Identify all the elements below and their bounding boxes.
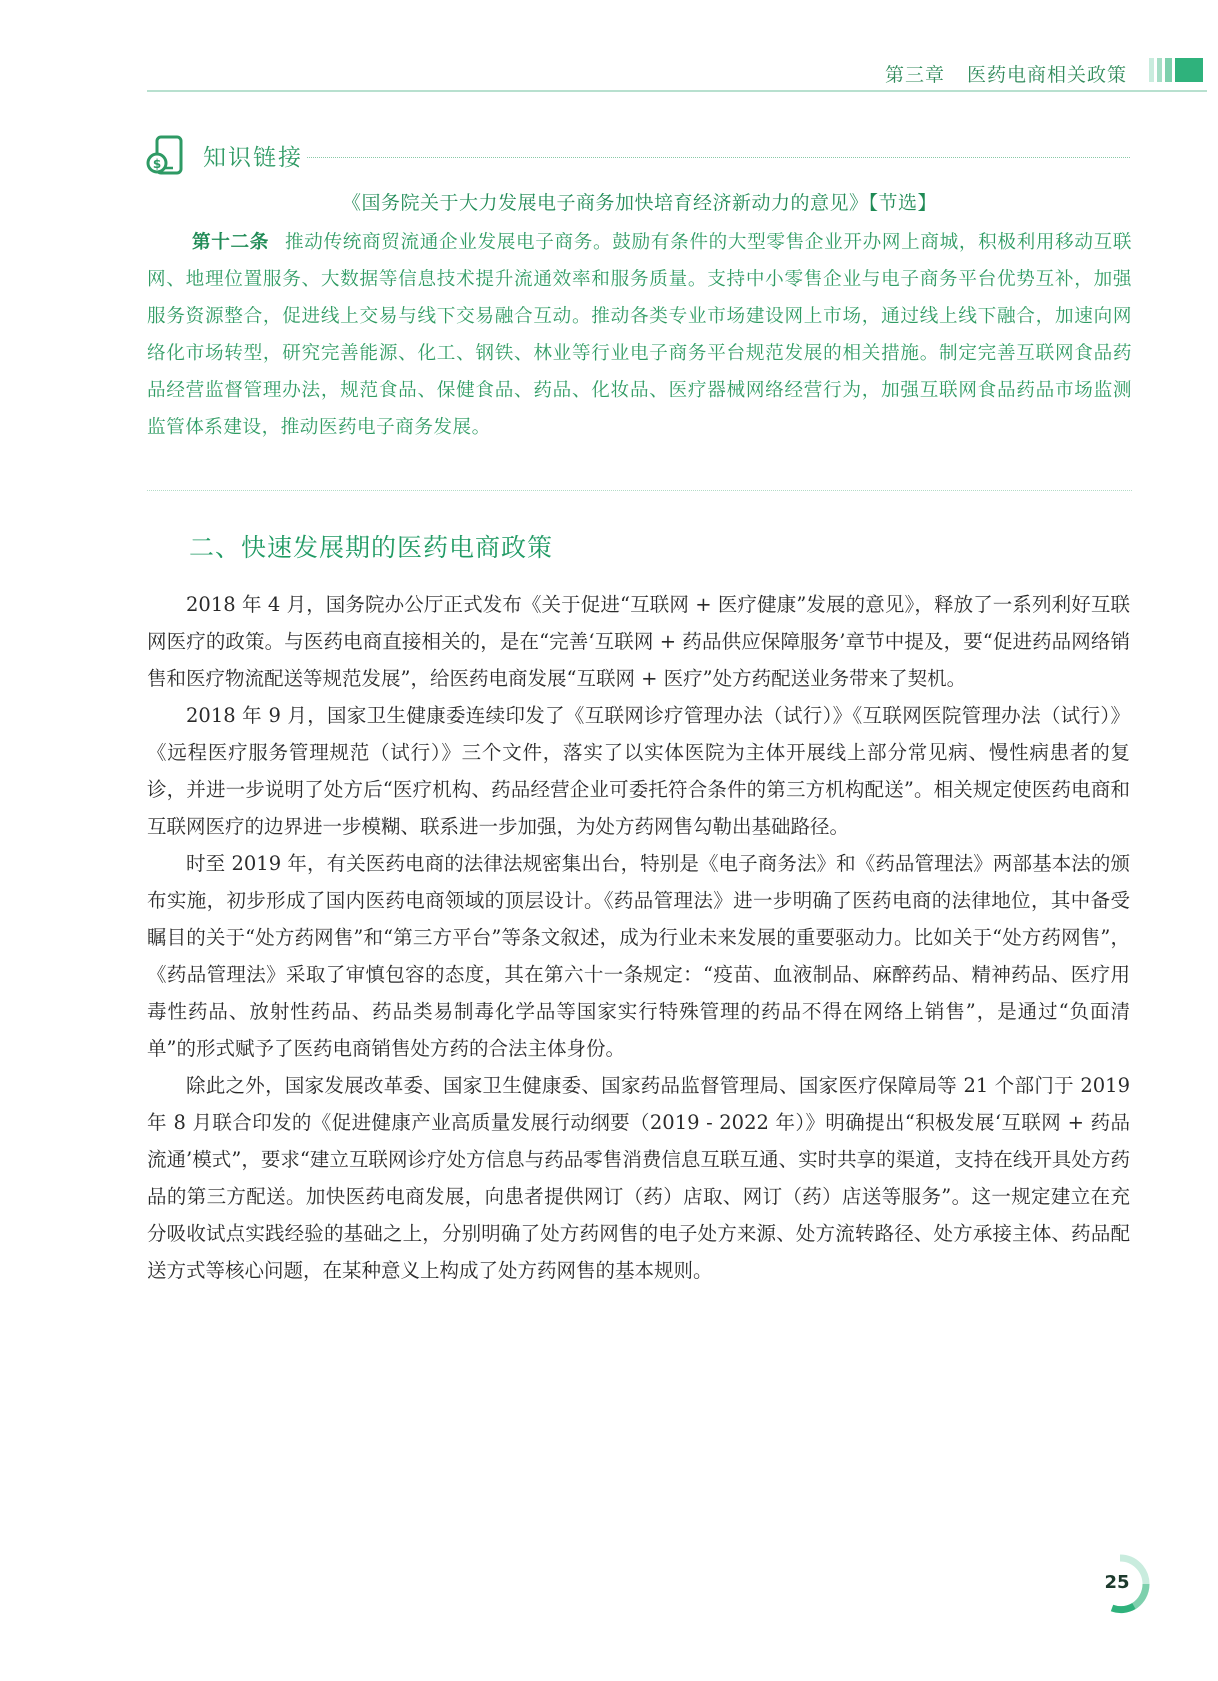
header-chapter: 第三章 (884, 64, 945, 86)
dotted-divider (147, 490, 1132, 491)
header-bar (1175, 58, 1203, 82)
header-bar (1149, 58, 1154, 82)
page-number: 25 (1104, 1572, 1130, 1593)
header-chapter-title: 医药电商相关政策 (966, 64, 1127, 86)
header-bar (1165, 58, 1172, 82)
knowledge-link-doc-title: 《国务院关于大力发展电子商务加快培育经济新动力的意见》【节选】 (341, 192, 937, 214)
svg-text:$: $ (152, 157, 162, 171)
header-text (885, 60, 1127, 87)
running-header (147, 50, 1207, 92)
knowledge-link-body (147, 224, 1132, 446)
paragraph: 除此之外，国家发展改革委、国家卫生健康委、国家药品监督管理局、国家医疗保障局等 21 个部门于 2019 年 8 月联合印发的《促进健康产业高质量发展行动纲要（2019 - 2022 年）》明确提出“积极发展‘互联网 + 药品流通’模式”，要求“建立互联网诊疗处方信息与药品零售消费信息互联互通、实时共享的渠道，支持在线开具处方药品的第三方配送。加快医药电商发展，向患者提供网订（药）店取、网订（药）店送等服务”。这一规定建立在充分吸收试点实践经验的基础之上，分别明确了处方药网售的电子处方来源、处方流转路径、处方承接主体、药品配送方式等核心问题，在某种意义上构成了处方药网售的基本规则。 (147, 1074, 1130, 1282)
paragraph: 2018 年 4 月，国务院办公厅正式发布《关于促进“互联网 + 医疗健康”发展的意见》，释放了一系列利好互联网医疗的政策。与医药电商直接相关的，是在“完善‘互联网 + 药品供应保障服务’章节中提及，要“促进药品网络销售和医疗物流配送等规范发展”，给医药电商发展“互联网 + 医疗”处方药配送业务带来了契机。 (147, 593, 1130, 690)
article-label: 第十二条 (192, 232, 270, 253)
page-number-badge (1096, 1554, 1156, 1614)
header-bar (1157, 58, 1162, 82)
paragraph: 2018 年 9 月，国家卫生健康委连续印发了《互联网诊疗管理办法（试行）》《互联网医院管理办法（试行）》《远程医疗服务管理规范（试行）》三个文件，落实了以实体医院为主体开展线上部分常见病、慢性病患者的复诊，并进一步说明了处方后“医疗机构、药品经营企业可委托符合条件的第三方机构配送”。相关规定使医药电商和互联网医疗的边界进一步模糊、联系进一步加强，为处方药网售勾勒出基础路径。 (147, 704, 1130, 838)
knowledge-link-header (145, 135, 1130, 175)
header-decoration (1149, 58, 1203, 82)
phone-coin-icon (145, 135, 193, 179)
section-title: 二、快速发展期的医药电商政策 (189, 533, 554, 562)
article-text: 推动传统商贸流通企业发展电子商务。鼓励有条件的大型零售企业开办网上商城，积极利用移动互联网、地理位置服务、大数据等信息技术提升流通效率和服务质量。支持中小零售企业与电子商务平台优势互补，加强服务资源整合，促进线上交易与线下交易融合互动。推动各类专业市场建设网上市场，通过线上线下融合，加速向网络化市场转型，研究完善能源、化工、钢铁、林业等行业电子商务平台规范发展的相关措施。制定完善互联网食品药品经营监督管理办法，规范食品、保健食品、药品、化妆品、医疗器械网络经营行为，加强互联网食品药品市场监测监管体系建设，推动医药电子商务发展。 (147, 232, 1132, 438)
dotted-divider (307, 157, 1130, 158)
knowledge-link-title: 知识链接 (203, 145, 303, 171)
paragraph: 时至 2019 年，有关医药电商的法律法规密集出台，特别是《电子商务法》和《药品管理法》两部基本法的颁布实施，初步形成了国内医药电商领域的顶层设计。《药品管理法》进一步明确了医药电商的法律地位，其中备受瞩目的关于“处方药网售”和“第三方平台”等条文叙述，成为行业未来发展的重要驱动力。比如关于“处方药网售”，《药品管理法》采取了审慎包容的态度，其在第六十一条规定：“疫苗、血液制品、麻醉药品、精神药品、医疗用毒性药品、放射性药品、药品类易制毒化学品等国家实行特殊管理的药品不得在网络上销售”，是通过“负面清单”的形式赋予了医药电商销售处方药的合法主体身份。 (147, 852, 1130, 1060)
main-body (147, 586, 1130, 1289)
